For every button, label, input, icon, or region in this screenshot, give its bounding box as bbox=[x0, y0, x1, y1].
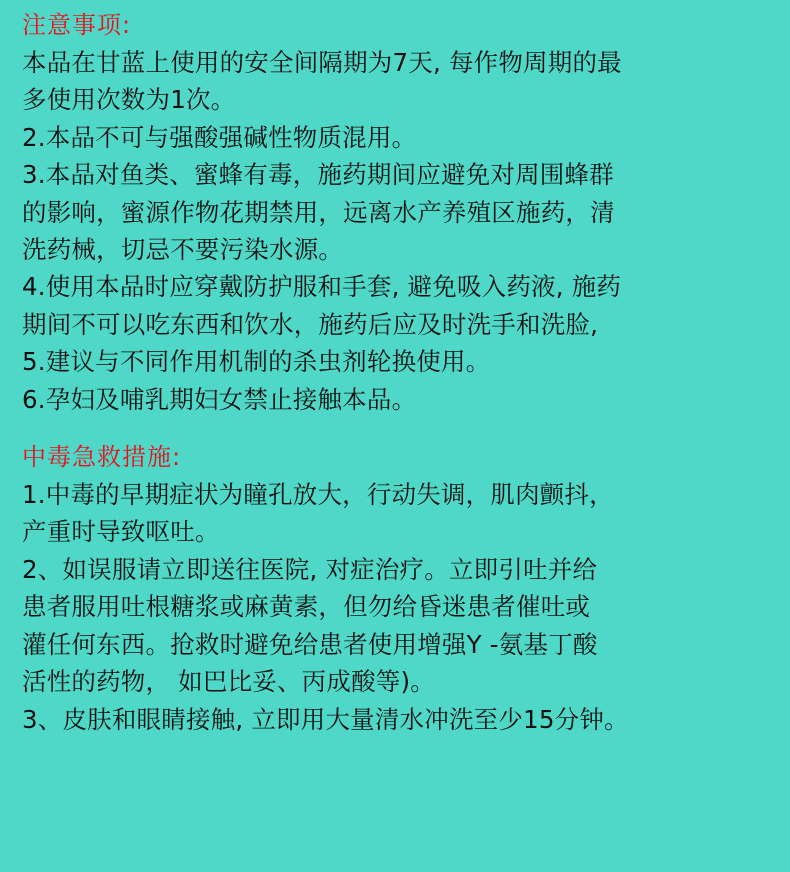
precautions-line: 5.建议与不同作用机制的杀虫剂轮换使用。 bbox=[22, 347, 491, 377]
first-aid-section bbox=[22, 438, 780, 738]
precautions-section bbox=[22, 6, 780, 418]
precautions-line: 的影响，蜜源作物花期禁用，远离水产养殖区施药，清 bbox=[22, 197, 615, 227]
first-aid-line: 患者服用吐根糖浆或麻黄素，但勿给昏迷患者催吐或 bbox=[22, 592, 591, 622]
precautions-line: 6.孕妇及哺乳期妇女禁止接触本品。 bbox=[22, 384, 417, 414]
first-aid-line: 1.中毒的早期症状为瞳孔放大，行动失调，肌肉颤抖， bbox=[22, 480, 614, 510]
first-aid-line: 活性的药物， 如巴比妥、丙成酸等)。 bbox=[22, 667, 435, 697]
first-aid-line: 2、如误服请立即送往医院, 对症治疗。立即引吐并给 bbox=[22, 554, 598, 584]
first-aid-line: 产重时导致呕吐。 bbox=[22, 517, 220, 547]
section-divider bbox=[22, 418, 780, 438]
precautions-line: 4.使用本品时应穿戴防护服和手套, 避免吸入药液, 施药 bbox=[22, 272, 622, 302]
precautions-line: 多使用次数为1次。 bbox=[22, 85, 236, 115]
first-aid-heading: 中毒急救措施: bbox=[22, 443, 182, 472]
first-aid-line: 灌任何东西。抢救时避免给患者使用增强Y -氨基丁酸 bbox=[22, 629, 598, 659]
first-aid-line: 3、皮肤和眼睛接触, 立即用大量清水冲洗至少15分钟。 bbox=[22, 704, 629, 734]
precautions-heading: 注意事项: bbox=[22, 11, 132, 39]
precautions-line: 洗药械，切忌不要污染水源。 bbox=[22, 235, 344, 265]
precautions-line: 本品在甘蓝上使用的安全间隔期为7天, 每作物周期的最 bbox=[22, 48, 622, 77]
precautions-line: 期间不可以吃东西和饮水，施药后应及时洗手和洗脸, bbox=[22, 309, 599, 339]
precautions-line: 2.本品不可与强酸强碱性物质混用。 bbox=[22, 122, 417, 152]
precautions-line: 3.本品对鱼类、蜜蜂有毒，施药期间应避免对周围蜂群 bbox=[22, 160, 614, 190]
